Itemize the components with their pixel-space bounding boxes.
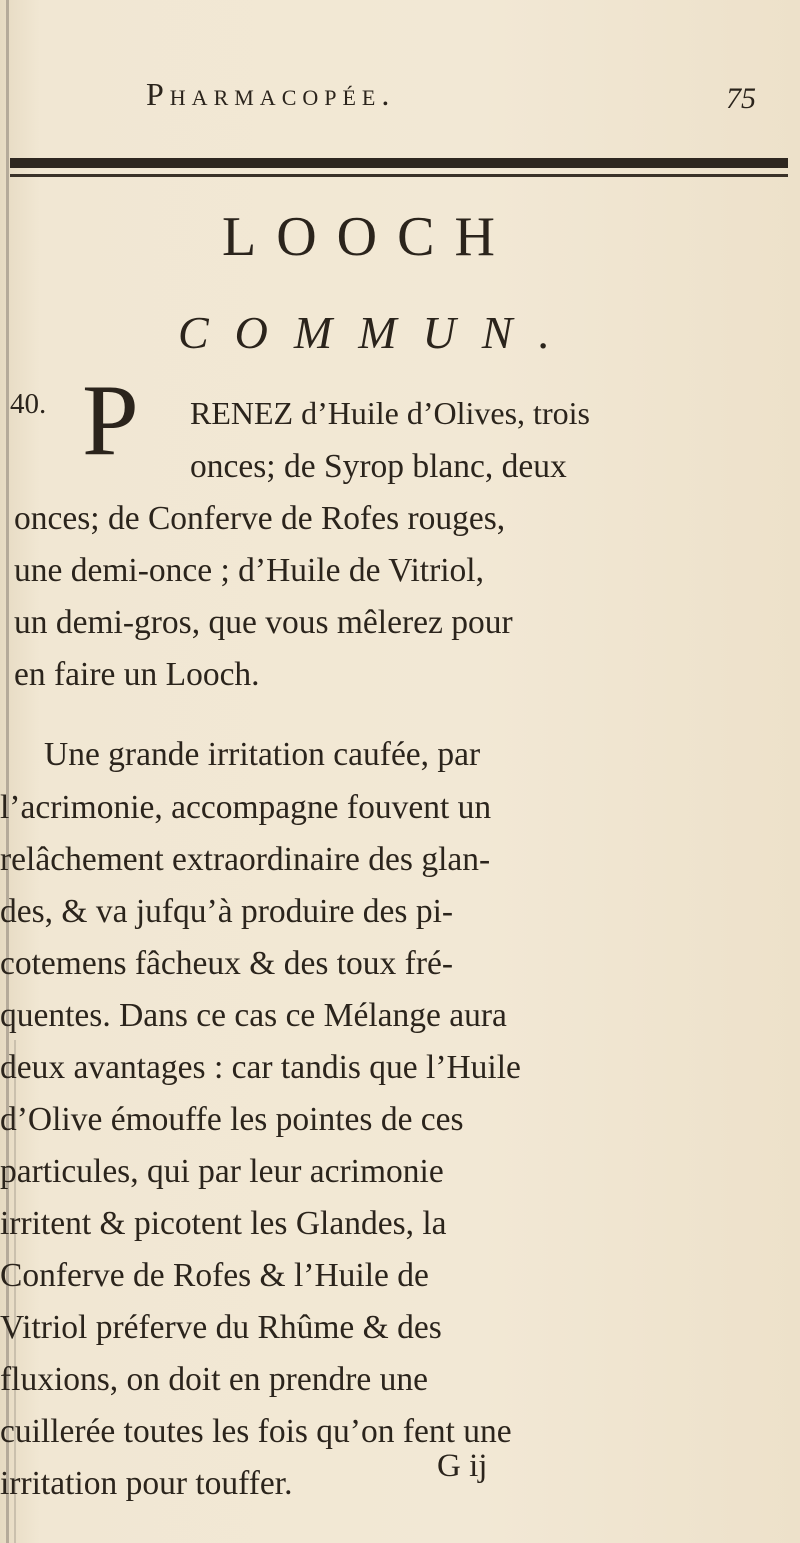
section-title: LOOCH — [222, 206, 515, 268]
commentary-line: irritent & picotent les Glandes, la — [0, 1205, 447, 1242]
drop-cap: P — [82, 364, 139, 477]
commentary-line: cuillerée toutes les fois qu’on fent une — [0, 1413, 512, 1450]
section-subtitle: COMMUN. — [178, 307, 576, 358]
header-rule-thick — [10, 158, 788, 168]
commentary-line: Une grande irritation caufée, par — [44, 736, 481, 773]
recipe-number: 40. — [10, 388, 47, 420]
recipe-line: RENEZ d’Huile d’Olives, trois — [190, 395, 590, 431]
commentary-line: cotemens fâcheux & des toux fré- — [0, 945, 454, 982]
recipe-line: un demi-gros, que vous mêlerez pour — [14, 604, 513, 641]
recipe-line: une demi-once ; d’Huile de Vitriol, — [14, 552, 484, 589]
recipe-line: onces; de Conferve de Rofes rouges, — [14, 500, 506, 537]
commentary-line: fluxions, on doit en prendre une — [0, 1361, 428, 1398]
commentary-line: particules, qui par leur acrimonie — [0, 1153, 444, 1190]
recipe-line: en faire un Looch. — [14, 656, 260, 693]
page-number: 75 — [726, 82, 756, 115]
header-rule-thin — [10, 174, 788, 177]
running-head: Pharmacopée. — [146, 76, 396, 112]
commentary-line: irritation pour touffer. — [0, 1465, 293, 1502]
commentary-line: l’acrimonie, accompagne fouvent un — [0, 789, 492, 826]
commentary-line: des, & va jufqu’à produire des pi- — [0, 893, 454, 930]
commentary-line: Vitriol préferve du Rhûme & des — [0, 1309, 442, 1346]
commentary-line: deux avantages : car tandis que l’Huile — [0, 1049, 521, 1086]
recipe-line: onces; de Syrop blanc, deux — [190, 448, 567, 485]
signature-mark: G ij — [437, 1448, 488, 1484]
commentary-line: relâchement extraordinaire des glan- — [0, 841, 491, 878]
commentary-line: d’Olive émouffe les pointes de ces — [0, 1101, 464, 1138]
commentary-line: quentes. Dans ce cas ce Mélange aura — [0, 997, 507, 1034]
commentary-line: Conferve de Rofes & l’Huile de — [0, 1257, 429, 1294]
